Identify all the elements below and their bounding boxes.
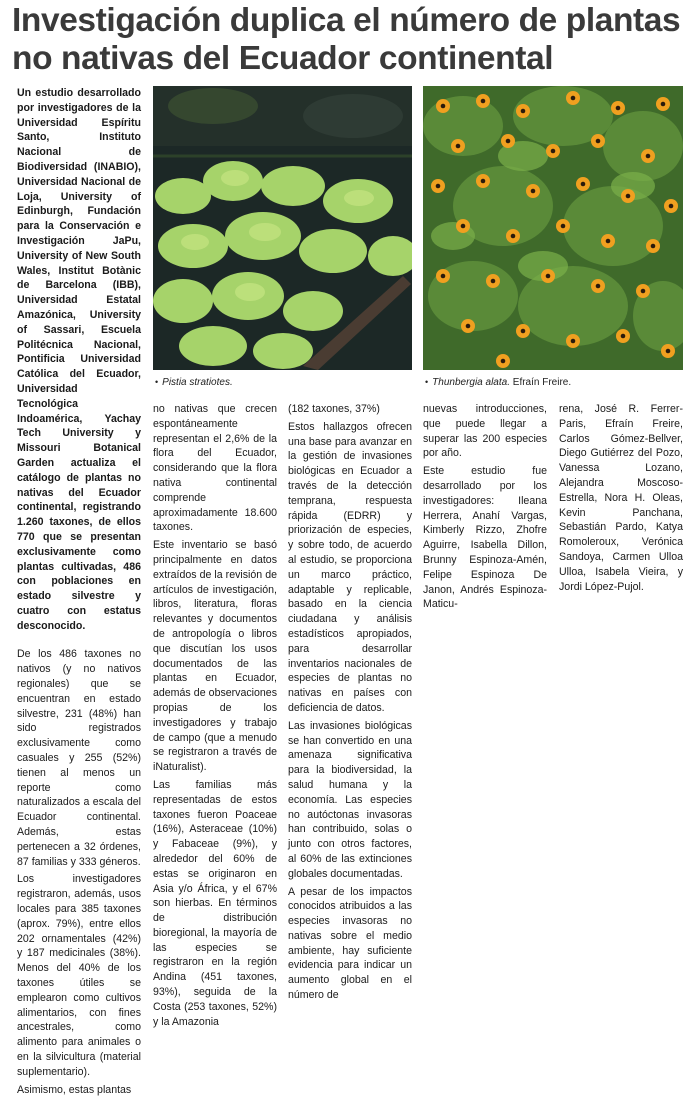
paragraph: no nativas que crecen espontáneamente representan el 2,6% de la flora del Ecuador, considerando que la flora nativa continental comprende aproximadamente 18.600 taxones. xyxy=(153,403,277,534)
column-4 xyxy=(423,402,547,615)
photo-pistia-stratiotes xyxy=(153,86,412,370)
paragraph: Las invasiones biológicas se han convertido en una amenaza significativa para la biodiversidad, la salud humana y la economía. Las especies no autóctonas invasoras han contribuido, solas o junto con otros factores, al 60% de las extinciones globales documentadas. xyxy=(288,719,412,880)
paragraph: (182 taxones, 37%) xyxy=(288,403,380,415)
paragraph: De los 486 taxones no nativos (y no nativos regionales) que se encuentran en estado silvestre, 231 (48%) han sido registrados exclusivamente como casuales y 255 (52%) tienen al menos un reporte como naturalizados a escala del Ecuador continental. Además, estas pertenecen a 32 órdenes, 87 familias y 333 géneros. xyxy=(17,648,141,868)
column-5 xyxy=(559,402,683,597)
thunbergia-illustration xyxy=(423,86,683,370)
paragraph: Los investigadores registraron, además, usos locales para 385 taxones (aprox. 79%), entre ellos 202 ornamentales (42%) y 187 medicinales (38%). Menos del 40% de los taxones útiles se emplearon como cultivos alimentarios, con fines ancestrales, como alimento para animales o en la silvicultura (material suplementario). xyxy=(17,873,141,1078)
paragraph: Asimismo, estas plantas xyxy=(17,1083,132,1096)
paragraph: Estos hallazgos ofrecen una base para avanzar en la gestión de invasiones biológicas en Ecuador a través de la detección temprana, respuesta rápida (EDRR) y priorización de especies, y sobre todo, de acuerdo al estudio, se proporciona un marco práctico, adaptable y replicable, basado en la ciencia ciudadana y análisis estadísticos apropiados, para desarrollar inventarios nacionales de especies de plantas no nativas en países con deficiencia de datos. xyxy=(288,420,412,714)
paragraph: A pesar de los impactos conocidos atribuidos a las especies invasoras no nativas sobre el medio ambiente, hay suficiente evidencia para indicar un aumento global en el número de xyxy=(288,885,412,1002)
article-headline: Investigación duplica el número de plantas no nativas del Ecuador continental xyxy=(12,2,681,77)
photo-thunbergia-alata xyxy=(423,86,683,370)
caption-credit: Efraín Freire. xyxy=(512,377,572,388)
column-3 xyxy=(288,402,412,1006)
lead-paragraph: Un estudio desarrollado por investigadores de la Universidad Espíritu Santo, Instituto Nacional de Biodiversidad (INABIO), Universidad Nacional de Loja, University of Edinburgh, Fundación para la Conservación e Investigación JaPu, University of New South Wales, Institut Botànic de Barcelona (IBB), Universidad Estatal Amazónica, University of Sassari, Escuela Politécnica Nacional, Pontificia Universidad Católica del Ecuador, Universidad Tecnológica Indoamérica, Yachay Tech University y Missouri Botanical Garden actualiza el catálogo de plantas no nativas del Ecuador continental, registrando 1.260 taxones, de ellos 770 que se presentan exclusivamente como plantas cultivadas, 486 con poblaciones en estado silvestre y cuatro con estatus desconocido. xyxy=(17,87,141,632)
photo-caption-right xyxy=(425,376,571,389)
caption-species: Pistia stratiotes. xyxy=(162,377,233,388)
water-lettuce-illustration xyxy=(153,86,412,370)
paragraph: Las familias más representadas de estos taxones fueron Poaceae (16%), Asteraceae (10%) y Fabaceae (9%), y alrededor del 60% de estas se originaron en Asia y/o África, y el 67% son hierbas. En términos de distribución bioregional, la mayoría de las especies se registraron en la región Andina (451 taxones, 93%), seguida de la Costa (253 taxones, 52%) y la Amazonia xyxy=(153,778,277,1028)
paragraph: Este estudio fue desarrollado por los investigadores: Ileana Herrera, Anahí Vargas, Kimberly Rizzo, Zhofre Aguirre, Isabella Dillon, Brunny Espinoza-Amén, Felipe Espinoza De Janon, Andrés Espinoza-Maticu- xyxy=(423,465,547,611)
paragraph: rena, José R. Ferrer-Paris, Efraín Freire, Carlos Gómez-Bellver, Diego Gutiérrez del Pozo, Vanessa Lozano, Alejandra Moscoso-Estrella, Nora H. Oleas, Kevin Panchana, Sebastián Pardo, Katya Romoleroux, Verónica Sandoya, Carmen Ulloa Ulloa, Isabela Vieira, y Jordi López-Pujol. xyxy=(559,403,683,593)
paragraph: nuevas introducciones, que puede llegar a superar las 200 especies por año. xyxy=(423,403,547,460)
caption-bullet: • xyxy=(155,377,159,387)
column-2 xyxy=(153,402,277,1032)
caption-species: Thunbergia alata. xyxy=(432,377,510,388)
paragraph: Este inventario se basó principalmente en datos extraídos de la revisión de artículos de investigación, libros, literatura, floras relevantes y documentos de antropología o libros que discutían los usos documentados de las plantas en Ecuador, además de observaciones propias de los investigadores y trabajo de campo (que a menudo se registraron a través de iNaturalist). xyxy=(153,539,277,774)
column-1 xyxy=(17,86,141,1100)
photo-caption-left xyxy=(155,376,233,389)
caption-bullet: • xyxy=(425,377,429,387)
